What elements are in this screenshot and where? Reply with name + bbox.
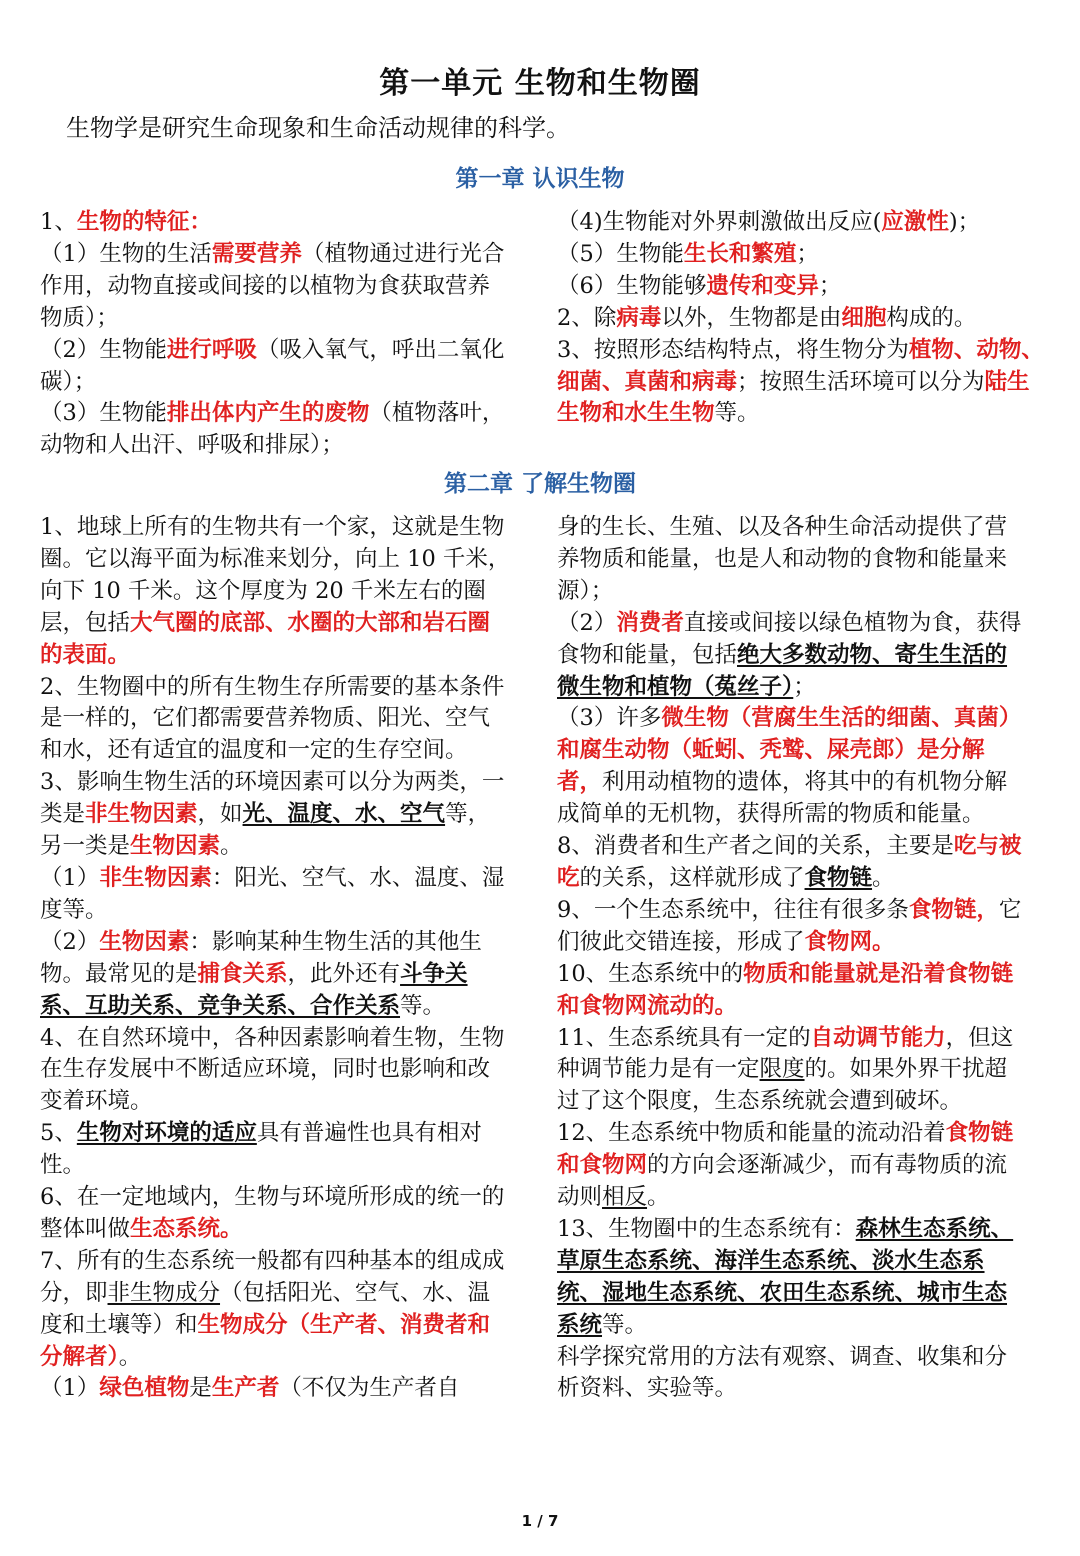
text-run: 的关系，这样就形成了 — [579, 864, 805, 891]
text-run: （1） — [40, 864, 100, 891]
highlighted-text: 非生物成分 — [107, 1279, 221, 1306]
highlighted-text: 吃与被吃 — [557, 833, 1022, 891]
text-run: 。 — [872, 864, 895, 891]
highlighted-text: 捕食关系 — [197, 960, 288, 987]
paragraph — [40, 1182, 512, 1246]
text-run: 6、在一定地域内，生物与环境所形成的统一的整体叫做 — [40, 1184, 505, 1242]
highlighted-text: 大气圈的底部、水圈的大部和岩石圈的表面。 — [40, 609, 491, 668]
text-run: 11、生态系统具有一定的 — [557, 1024, 811, 1051]
text-run: 12、生态系统中物质和能量的流动沿着 — [557, 1120, 946, 1147]
text-run: 等。 — [400, 992, 446, 1019]
text-run: 等。 — [714, 400, 760, 427]
text-run: （植物落叶，动物和人出汗、呼吸和排尿）； — [40, 400, 505, 459]
text-run: 2、除 — [557, 304, 617, 331]
text-run: 3、按照形态结构特点，将生物分为 — [557, 336, 909, 363]
text-run: 1、地球上所有的生物共有一个家，这就是生物圈。它以海平面为标准来划分，向上 10 千米，向下 10 千米。这个厚度为 20 千米左右的圈层，包括 — [40, 514, 511, 636]
chapter-1-left-column — [40, 207, 512, 462]
text-run: 的方向会逐渐减少，而有毒物质的流动则 — [557, 1152, 1008, 1211]
highlighted-text: 食物链 — [804, 864, 873, 891]
text-run: ； — [796, 240, 819, 267]
highlighted-text: 限度 — [759, 1056, 805, 1083]
highlighted-text: 植物、动物、细菌、真菌和病毒 — [557, 336, 1044, 395]
paragraph — [40, 767, 512, 863]
text-run: 。 — [118, 1343, 142, 1370]
intro-paragraph: 生物学是研究生命现象和生命活动规律的科学。 — [66, 114, 570, 142]
paragraph — [40, 512, 512, 672]
text-run: 。 — [220, 833, 243, 860]
text-run: ：影响某种生物生活的其他生物。最常见的是 — [40, 928, 482, 987]
paragraph — [40, 863, 512, 927]
highlighted-text: 非生物因素 — [99, 864, 212, 891]
text-run: 利用动植物的遗体，将其中的有机物分解成简单的无机物，获得所需的物质和能量。 — [557, 769, 1008, 828]
text-run: （不仅为生产者自 — [279, 1375, 460, 1402]
text-run: （3）生物能 — [40, 400, 167, 427]
paragraph — [40, 672, 512, 768]
text-run: 7、所有的生态系统一般都有四种基本的组成成分，即 — [40, 1247, 505, 1306]
highlighted-text: 生物成分（生产者、消费者和分解者） — [40, 1311, 491, 1370]
highlighted-text: 进行呼吸 — [166, 336, 257, 363]
highlighted-text: 相反 — [602, 1184, 648, 1211]
chapter-2-right-column — [557, 512, 1029, 1405]
highlighted-text: 生长和繁殖 — [683, 240, 797, 267]
paragraph — [40, 207, 512, 239]
highlighted-text: 遗传和变异 — [706, 272, 819, 299]
text-run: （植物通过进行光合作用，动物直接或间接的以植物为食获取营养物质）； — [40, 240, 505, 331]
highlighted-text: 生物因素 — [99, 928, 190, 955]
highlighted-text: 生态系统。 — [130, 1215, 243, 1242]
text-run: ，如 — [197, 801, 243, 828]
paragraph — [557, 239, 1047, 271]
text-run: 是 — [189, 1375, 212, 1402]
paragraph — [40, 398, 512, 462]
text-run: 。 — [647, 1184, 670, 1211]
paragraph — [557, 271, 1047, 303]
text-run: 2、生物圈中的所有生物生存所需要的基本条件是一样的，它们都需要营养物质、阳光、空气和水，还有适宜的温度和一定的生存空间。 — [40, 673, 505, 764]
text-run: ；按照生活环境可以分为 — [737, 368, 985, 395]
highlighted-text: 消费者 — [616, 609, 684, 636]
text-run: （1） — [40, 1375, 100, 1402]
highlighted-text: 细胞 — [841, 304, 887, 331]
text-run: 10、生态系统中的 — [557, 960, 744, 987]
text-run: ，此外还有 — [287, 960, 401, 987]
paragraph — [40, 335, 512, 399]
text-run: （吸入氧气，呼出二氧化碳）； — [40, 336, 505, 395]
paragraph — [557, 512, 1029, 608]
text-run: 的。如果外界干扰超过了这个限度，生态系统就会遭到破坏。 — [557, 1056, 1008, 1115]
paragraph — [557, 831, 1029, 895]
paragraph — [40, 1246, 512, 1374]
highlighted-text: 自动调节能力 — [810, 1024, 946, 1051]
text-run: 以外，生物都是由 — [661, 304, 842, 331]
text-run: （2） — [557, 609, 617, 636]
text-run: 等，另一类是 — [40, 801, 491, 860]
text-run: 4、在自然环境中，各种因素影响着生物，生物在生存发展中不断适应环境，同时也影响和改变着环境。 — [40, 1024, 505, 1115]
highlighted-text: 应激性 — [881, 209, 949, 235]
highlighted-text: 物质和能量就是沿着食物链和食物网流动的。 — [557, 960, 1014, 1019]
text-run: 等。 — [602, 1311, 648, 1338]
text-run: 具有普遍性也具有相对性。 — [40, 1120, 482, 1179]
text-run: )； — [948, 209, 981, 235]
paragraph — [557, 703, 1029, 831]
paragraph — [40, 927, 512, 1023]
text-run: ； — [818, 272, 842, 299]
highlighted-text: 食物链和食物网 — [557, 1120, 1014, 1179]
paragraph — [557, 207, 1047, 239]
paragraph — [557, 959, 1029, 1023]
highlighted-text: 生物的特征： — [76, 209, 212, 235]
text-run: 科学探究常用的方法有观察、调查、收集和分析资料、实验等。 — [557, 1343, 1008, 1402]
text-run: 1、 — [40, 209, 77, 235]
text-run: ：阳光、空气、水、温度、湿度等。 — [40, 864, 505, 923]
text-run: 身的生长、生殖、以及各种生命活动提供了营养物质和能量，也是人和动物的食物和能量来源）； — [557, 514, 1008, 604]
paragraph — [557, 1023, 1029, 1119]
text-run: 9、一个生态系统中，往往有很多条 — [557, 896, 909, 923]
text-run: 3、影响生物生活的环境因素可以分为两类，一类是 — [40, 769, 505, 828]
highlighted-text: 生物因素 — [130, 833, 221, 860]
text-run: 构成的。 — [886, 304, 977, 331]
paragraph — [40, 239, 512, 335]
text-run: （1）生物的生活 — [40, 240, 212, 267]
highlighted-text: 森林生态系统、草原生态系统、海洋生态系统、淡水生态系统、湿地生态系统、农田生态系统、城市生态系统 — [557, 1215, 1014, 1338]
highlighted-text: 绝大多数动物、寄生生活的微生物和植物（菟丝子） — [557, 641, 1008, 700]
text-run: 直接或间接以绿色植物为食，获得食物和能量，包括 — [557, 609, 1022, 668]
text-run: ； — [793, 673, 816, 700]
page-number: 1 / 7 — [521, 1512, 559, 1530]
highlighted-text: 排出体内产生的废物 — [166, 400, 370, 427]
highlighted-text: 光、温度、水、空气 — [242, 801, 446, 828]
chapter-2-left-column — [40, 512, 512, 1405]
paragraph — [557, 608, 1029, 704]
highlighted-text: 陆生生物和水生生物 — [557, 368, 1030, 427]
text-run: 它们彼此交错连接，形成了 — [557, 896, 1022, 955]
text-run: （包括阳光、空气、水、温度和土壤等）和 — [40, 1279, 491, 1338]
highlighted-text: 食物链， — [908, 896, 999, 923]
highlighted-text: 病毒 — [616, 304, 662, 331]
text-run: （4)生物能对外界刺激做出反应( — [557, 209, 882, 235]
paragraph — [557, 303, 1047, 335]
highlighted-text: 需要营养 — [211, 240, 302, 267]
text-run: 13、生物圈中的生态系统有： — [557, 1215, 856, 1242]
paragraph — [40, 1373, 512, 1405]
highlighted-text: 生产者 — [211, 1375, 280, 1402]
text-run: （6）生物能够 — [557, 272, 707, 299]
paragraph — [40, 1023, 512, 1119]
text-run: （2） — [40, 928, 100, 955]
highlighted-text: 生物对环境的适应 — [76, 1120, 257, 1147]
paragraph — [557, 1342, 1029, 1406]
highlighted-text: 斗争关系、互助关系、竞争关系、合作关系 — [40, 960, 468, 1019]
paragraph — [40, 1118, 512, 1182]
chapter-2-heading: 第二章 了解生物圈 — [443, 471, 636, 497]
text-run: 5、 — [40, 1120, 77, 1147]
paragraph — [557, 1214, 1029, 1342]
text-run: （2）生物能 — [40, 336, 167, 363]
text-run: （3）许多 — [557, 705, 662, 732]
chapter-1-right-column — [557, 207, 1047, 430]
highlighted-text: 微生物（营腐生生活的细菌、真菌）和腐生动物（蚯蚓、秃鹫、屎壳郎）是分解者， — [557, 705, 1022, 796]
document-title: 第一单元 生物和生物圈 — [379, 66, 701, 101]
highlighted-text: 绿色植物 — [99, 1375, 190, 1402]
highlighted-text: 食物网。 — [804, 928, 895, 955]
paragraph — [557, 895, 1029, 959]
paragraph — [557, 1118, 1029, 1214]
text-run: ，但这种调节能力是有一定 — [557, 1024, 1014, 1083]
highlighted-text: 非生物因素 — [85, 801, 198, 828]
text-run: （5）生物能 — [557, 240, 684, 267]
text-run: 8、消费者和生产者之间的关系，主要是 — [557, 833, 954, 860]
paragraph — [557, 335, 1047, 431]
chapter-1-heading: 第一章 认识生物 — [455, 166, 625, 192]
